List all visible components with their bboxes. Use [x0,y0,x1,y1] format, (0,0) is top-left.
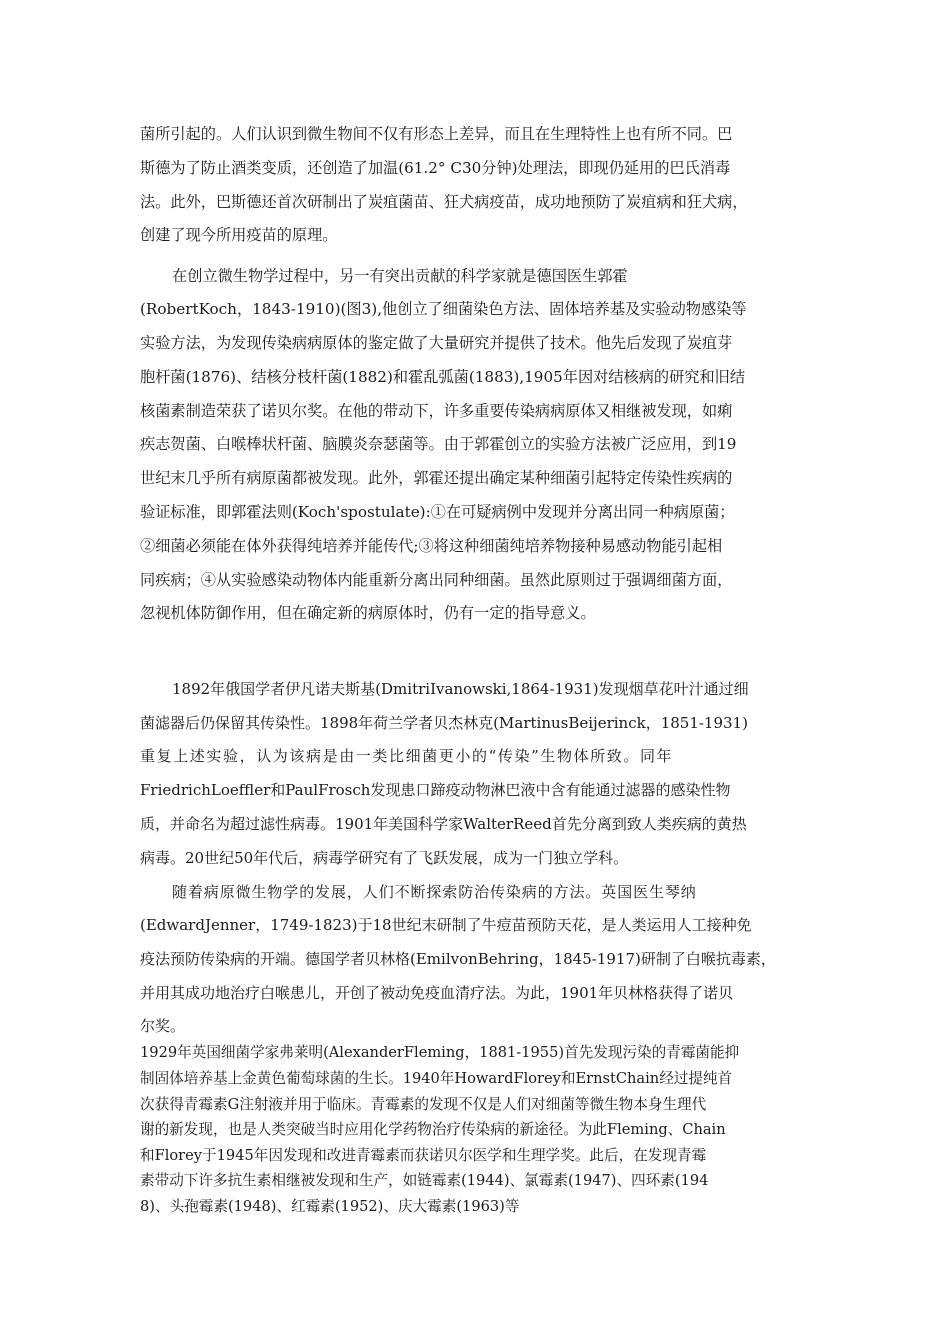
paragraph-line: 次获得青霉素G注射液并用于临床。青霉素的发现不仅是人们对细菌等微生物本身生理代 [140,1096,707,1113]
paragraph-line: 胞杆菌(1876)、结核分枝杆菌(1882)和霍乱弧菌(1883),1905年因对结核病的研究和旧结 [140,368,746,386]
paragraph-line: 随着病原微生物学的发展，人们不断探索防治传染病的方法。英国医生琴纳 [172,883,697,901]
paragraph-line: 1892年俄国学者伊凡诺夫斯基(DmitriIvanowski,1864-1931)发现烟草花叶汁通过细 [172,680,749,698]
paragraph-line: 菌滤器后仍保留其传染性。1898年荷兰学者贝杰林克(MartinusBeijerinck，1851-1931) [140,714,748,732]
paragraph-line: 疾志贺菌、白喉棒状杆菌、脑膜炎奈瑟菌等。由于郭霍创立的实验方法被广泛应用，到19 [140,435,737,453]
paragraph-line: 创建了现今所用疫苗的原理。 [140,226,338,244]
paragraph-line: ②细菌必须能在体外获得纯培养并能传代;③将这种细菌纯培养物接种易感动物能引起相 [140,537,723,555]
paragraph-line: 8)、头孢霉素(1948)、红霉素(1952)、庆大霉素(1963)等 [140,1198,520,1215]
paragraph-line: 世纪末几乎所有病原菌都被发现。此外，郭霍还提出确定某种细菌引起特定传染性疾病的 [140,469,733,487]
paragraph-line: 素带动下许多抗生素相继被发现和生产，如链霉素(1944)、氯霉素(1947)、四环素(194 [140,1172,709,1189]
paragraph-line: 核菌素制造荣获了诺贝尔奖。在他的带动下，许多重要传染病病原体又相继被发现，如痢 [140,402,733,420]
paragraph-line: 疫法预防传染病的开端。德国学者贝林格(EmilvonBehring，1845-1917)研制了白喉抗毒素， [140,950,776,968]
paragraph-line: 重复上述实验，认为该病是由一类比细菌更小的“传染”生物体所致。同年 [140,747,674,765]
paragraph-line: 制固体培养基上金黄色葡萄球菌的生长。1940年HowardFlorey和ErnstChain经过提纯首 [140,1070,733,1087]
paragraph-line: 和Florey于1945年因发现和改进青霉素而获诺贝尔医学和生理学奖。此后，在发现青霉 [140,1147,707,1164]
paragraph-line: 尔奖。 [140,1017,186,1035]
paragraph-line: 忽视机体防御作用，但在确定新的病原体时，仍有一定的指导意义。 [140,604,596,622]
paragraph-line: 菌所引起的。人们认识到微生物间不仅有形态上差异，而且在生理特性上也有所不同。巴 [140,125,733,143]
paragraph-line: 1929年英国细菌学家弗莱明(AlexanderFleming，1881-1955)首先发现污染的青霉菌能抑 [140,1044,740,1061]
paragraph-line: (EdwardJenner，1749-1823)于18世纪末研制了牛痘苗预防天花，是人类运用人工接种免 [140,916,752,934]
paragraph-line: 在创立微生物学过程中，另一有突出贡献的科学家就是德国医生郭霍 [172,267,628,285]
paragraph-line: 并用其成功地治疗白喉患儿，开创了被动免疫血清疗法。为此，1901年贝林格获得了诺贝 [140,984,734,1002]
paragraph-line: (RobertKoch，1843-1910)(图3),他创立了细菌染色方法、固体培养基及实验动物感染等 [140,300,747,318]
paragraph-line: 法。此外，巴斯德还首次研制出了炭疽菌苗、狂犬病疫苗，成功地预防了炭疽病和狂犬病， [140,193,748,211]
paragraph-line: 质，并命名为超过滤性病毒。1901年美国科学家WalterReed首先分离到致人类疾病的黄热 [140,815,747,833]
paragraph-line: 验证标准，即郭霍法则(Koch'spostulate):①在可疑病例中发现并分离出同一种病原菌； [140,503,735,521]
paragraph-line: 斯德为了防止酒类变质，还创造了加温(61.2° C30分钟)处理法，即现仍延用的巴氏消毒 [140,159,731,177]
paragraph-line: 实验方法，为发现传染病病原体的鉴定做了大量研究并提供了技术。他先后发现了炭疽芽 [140,334,733,352]
paragraph-line: FriedrichLoeffler和PaulFrosch发现患口蹄疫动物淋巴液中含有能通过滤器的感染性物 [140,781,731,799]
paragraph-line: 病毒。20世纪50年代后，病毒学研究有了飞跃发展，成为一门独立学科。 [140,849,629,867]
paragraph-line: 谢的新发现，也是人类突破当时应用化学药物治疗传染病的新途径。为此Fleming、Chain [140,1121,726,1138]
paragraph-line: 同疾病；④从实验感染动物体内能重新分离出同种细菌。虽然此原则过于强调细菌方面， [140,571,733,589]
